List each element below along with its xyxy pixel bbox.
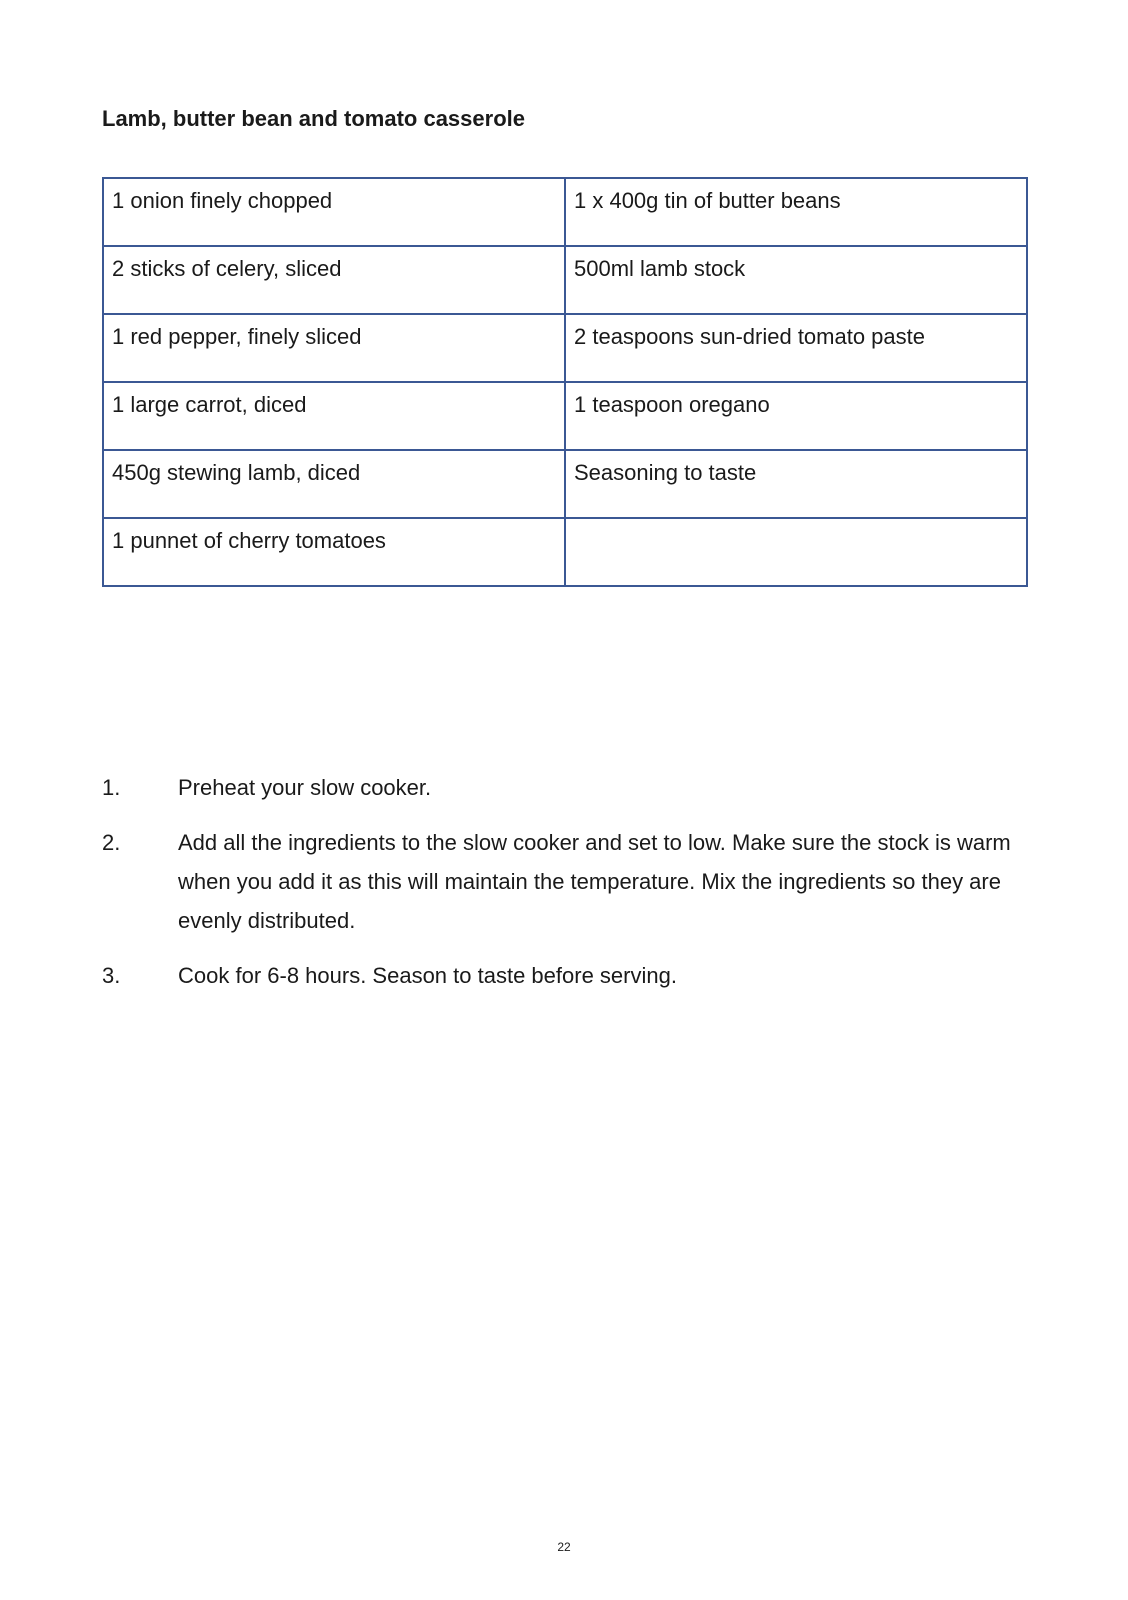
- table-row: [103, 450, 1027, 518]
- ingredient-cell: 1 teaspoon oregano: [565, 382, 1027, 450]
- table-row: [103, 382, 1027, 450]
- ingredient-cell: 500ml lamb stock: [565, 246, 1027, 314]
- table-row: [103, 314, 1027, 382]
- ingredient-cell: 2 sticks of celery, sliced: [103, 246, 565, 314]
- table-row: [103, 518, 1027, 586]
- ingredient-cell: 450g stewing lamb, diced: [103, 450, 565, 518]
- ingredients-table: [102, 177, 1028, 587]
- ingredient-cell: [565, 518, 1027, 586]
- ingredient-cell: 1 x 400g tin of butter beans: [565, 178, 1027, 246]
- step-text: Add all the ingredients to the slow cooker and set to low. Make sure the stock is warm when you add it as this will maintain the temperature. Mix the ingredients so they are evenly distributed.: [178, 830, 1011, 933]
- method-steps: [102, 768, 1028, 1011]
- page-number: 22: [557, 1540, 571, 1554]
- ingredient-cell: 2 teaspoons sun-dried tomato paste: [565, 314, 1027, 382]
- list-item: [102, 956, 1028, 995]
- list-item: [102, 768, 1028, 807]
- ingredient-cell: 1 large carrot, diced: [103, 382, 565, 450]
- ingredient-cell: 1 red pepper, finely sliced: [103, 314, 565, 382]
- step-number: 2.: [102, 830, 121, 855]
- step-number: 3.: [102, 963, 121, 988]
- ingredient-cell: Seasoning to taste: [565, 450, 1027, 518]
- table-row: [103, 246, 1027, 314]
- ingredient-cell: 1 onion finely chopped: [103, 178, 565, 246]
- recipe-title: Lamb, butter bean and tomato casserole: [102, 106, 525, 131]
- step-text: Preheat your slow cooker.: [178, 775, 432, 800]
- step-number: 1.: [102, 775, 121, 800]
- step-text: Cook for 6-8 hours. Season to taste before serving.: [178, 963, 677, 988]
- list-item: [102, 823, 1028, 940]
- table-row: [103, 178, 1027, 246]
- ingredient-cell: 1 punnet of cherry tomatoes: [103, 518, 565, 586]
